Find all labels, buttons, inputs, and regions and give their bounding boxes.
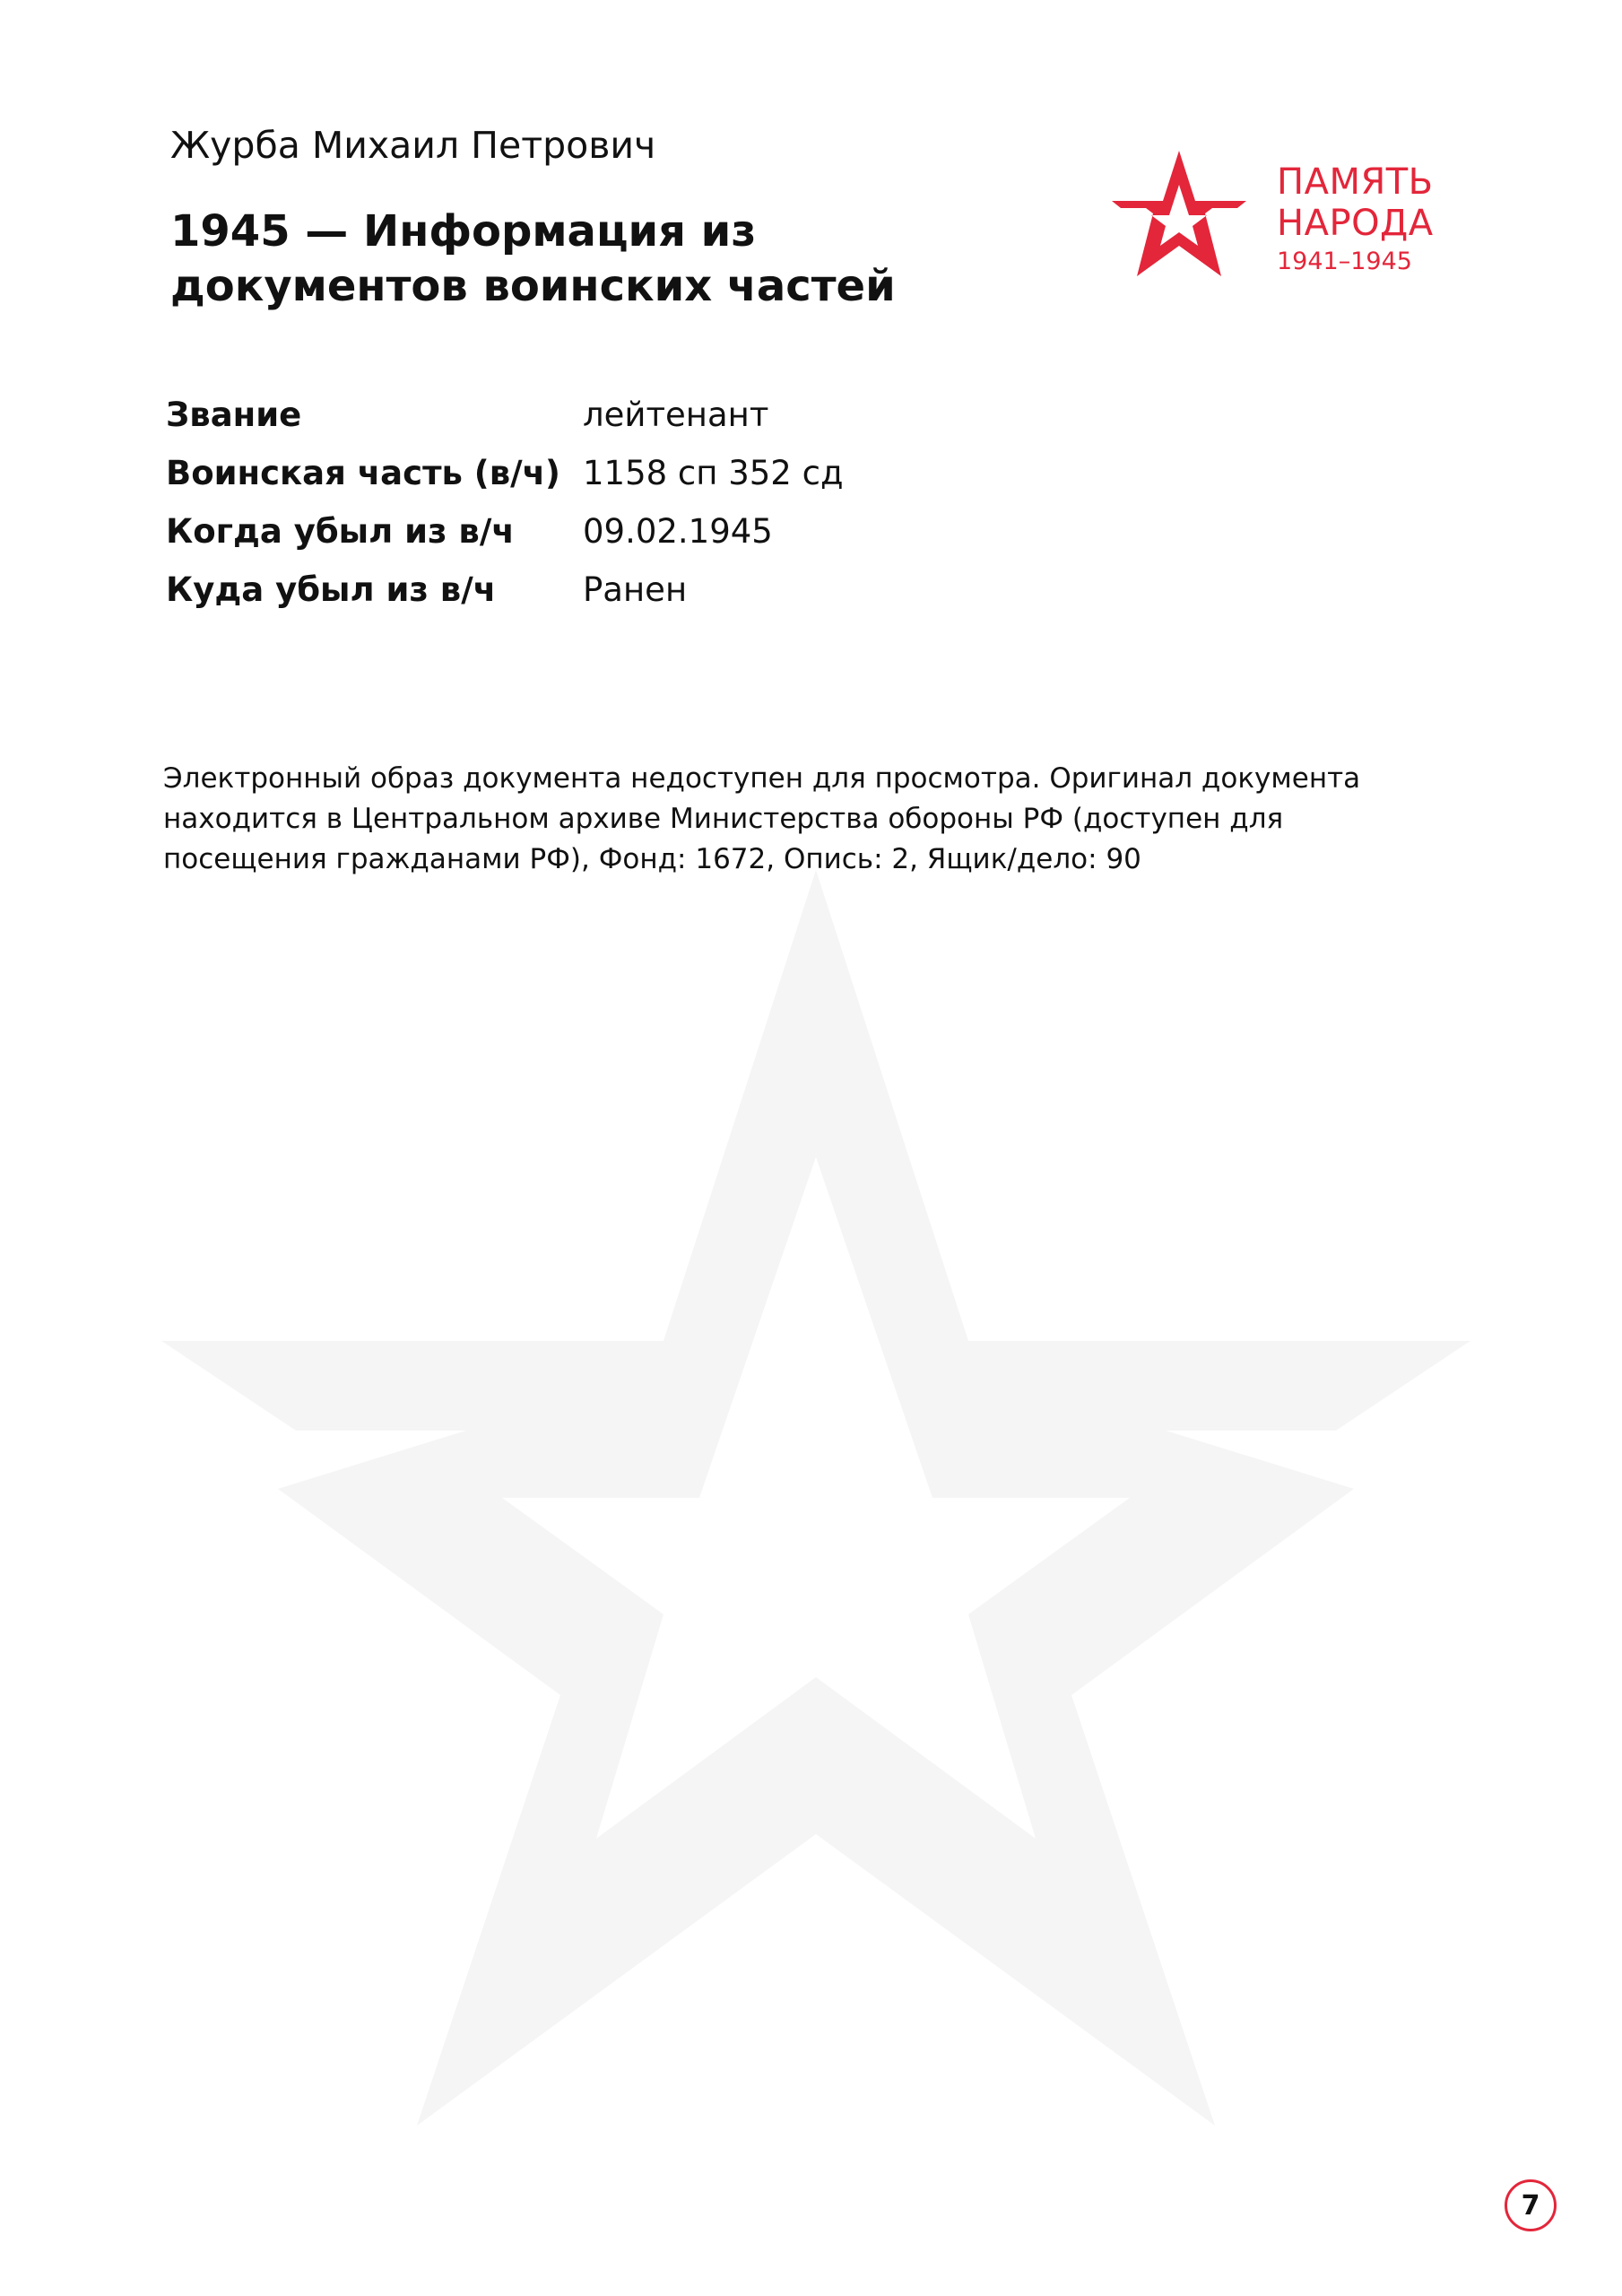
page-number: 7: [1505, 2179, 1557, 2231]
details-label: Когда убыл из в/ч: [166, 512, 515, 551]
details-label: Звание: [166, 396, 302, 434]
pamyat-naroda-logo: [1112, 151, 1488, 294]
details-label: Куда убыл из в/ч: [166, 570, 497, 609]
details-value: 09.02.1945: [583, 512, 773, 551]
details-row-rank: [166, 386, 1152, 444]
details-value: Ранен: [583, 570, 688, 609]
details-row-unit: [166, 444, 1152, 502]
logo-years: 1941–1945: [1277, 248, 1412, 275]
person-name: Журба Михаил Петрович: [170, 124, 656, 167]
logo-line-naroda: НАРОДА: [1277, 203, 1434, 244]
details-value: 1158 сп 352 сд: [583, 454, 844, 492]
details-table: [166, 386, 1152, 619]
logo-line-pamyat: ПАМЯТЬ: [1277, 161, 1434, 203]
details-row-departure-reason: [166, 561, 1152, 619]
details-row-departure-date: [166, 502, 1152, 561]
logo-text: [1277, 161, 1434, 278]
page-title: 1945 — Информация из документов воинских частей: [170, 206, 896, 311]
archive-note: Электронный образ документа недоступен для просмотра. Оригинал документа находится в Центральном архиве Министерства обороны РФ (доступен для посещения гражданами РФ), Фонд: 1672, Опись: 2, Ящик/дело: 90: [163, 762, 1361, 875]
details-label: Воинская часть (в/ч): [166, 454, 560, 492]
red-star-icon: [1112, 151, 1246, 285]
details-value: лейтенант: [583, 396, 769, 434]
